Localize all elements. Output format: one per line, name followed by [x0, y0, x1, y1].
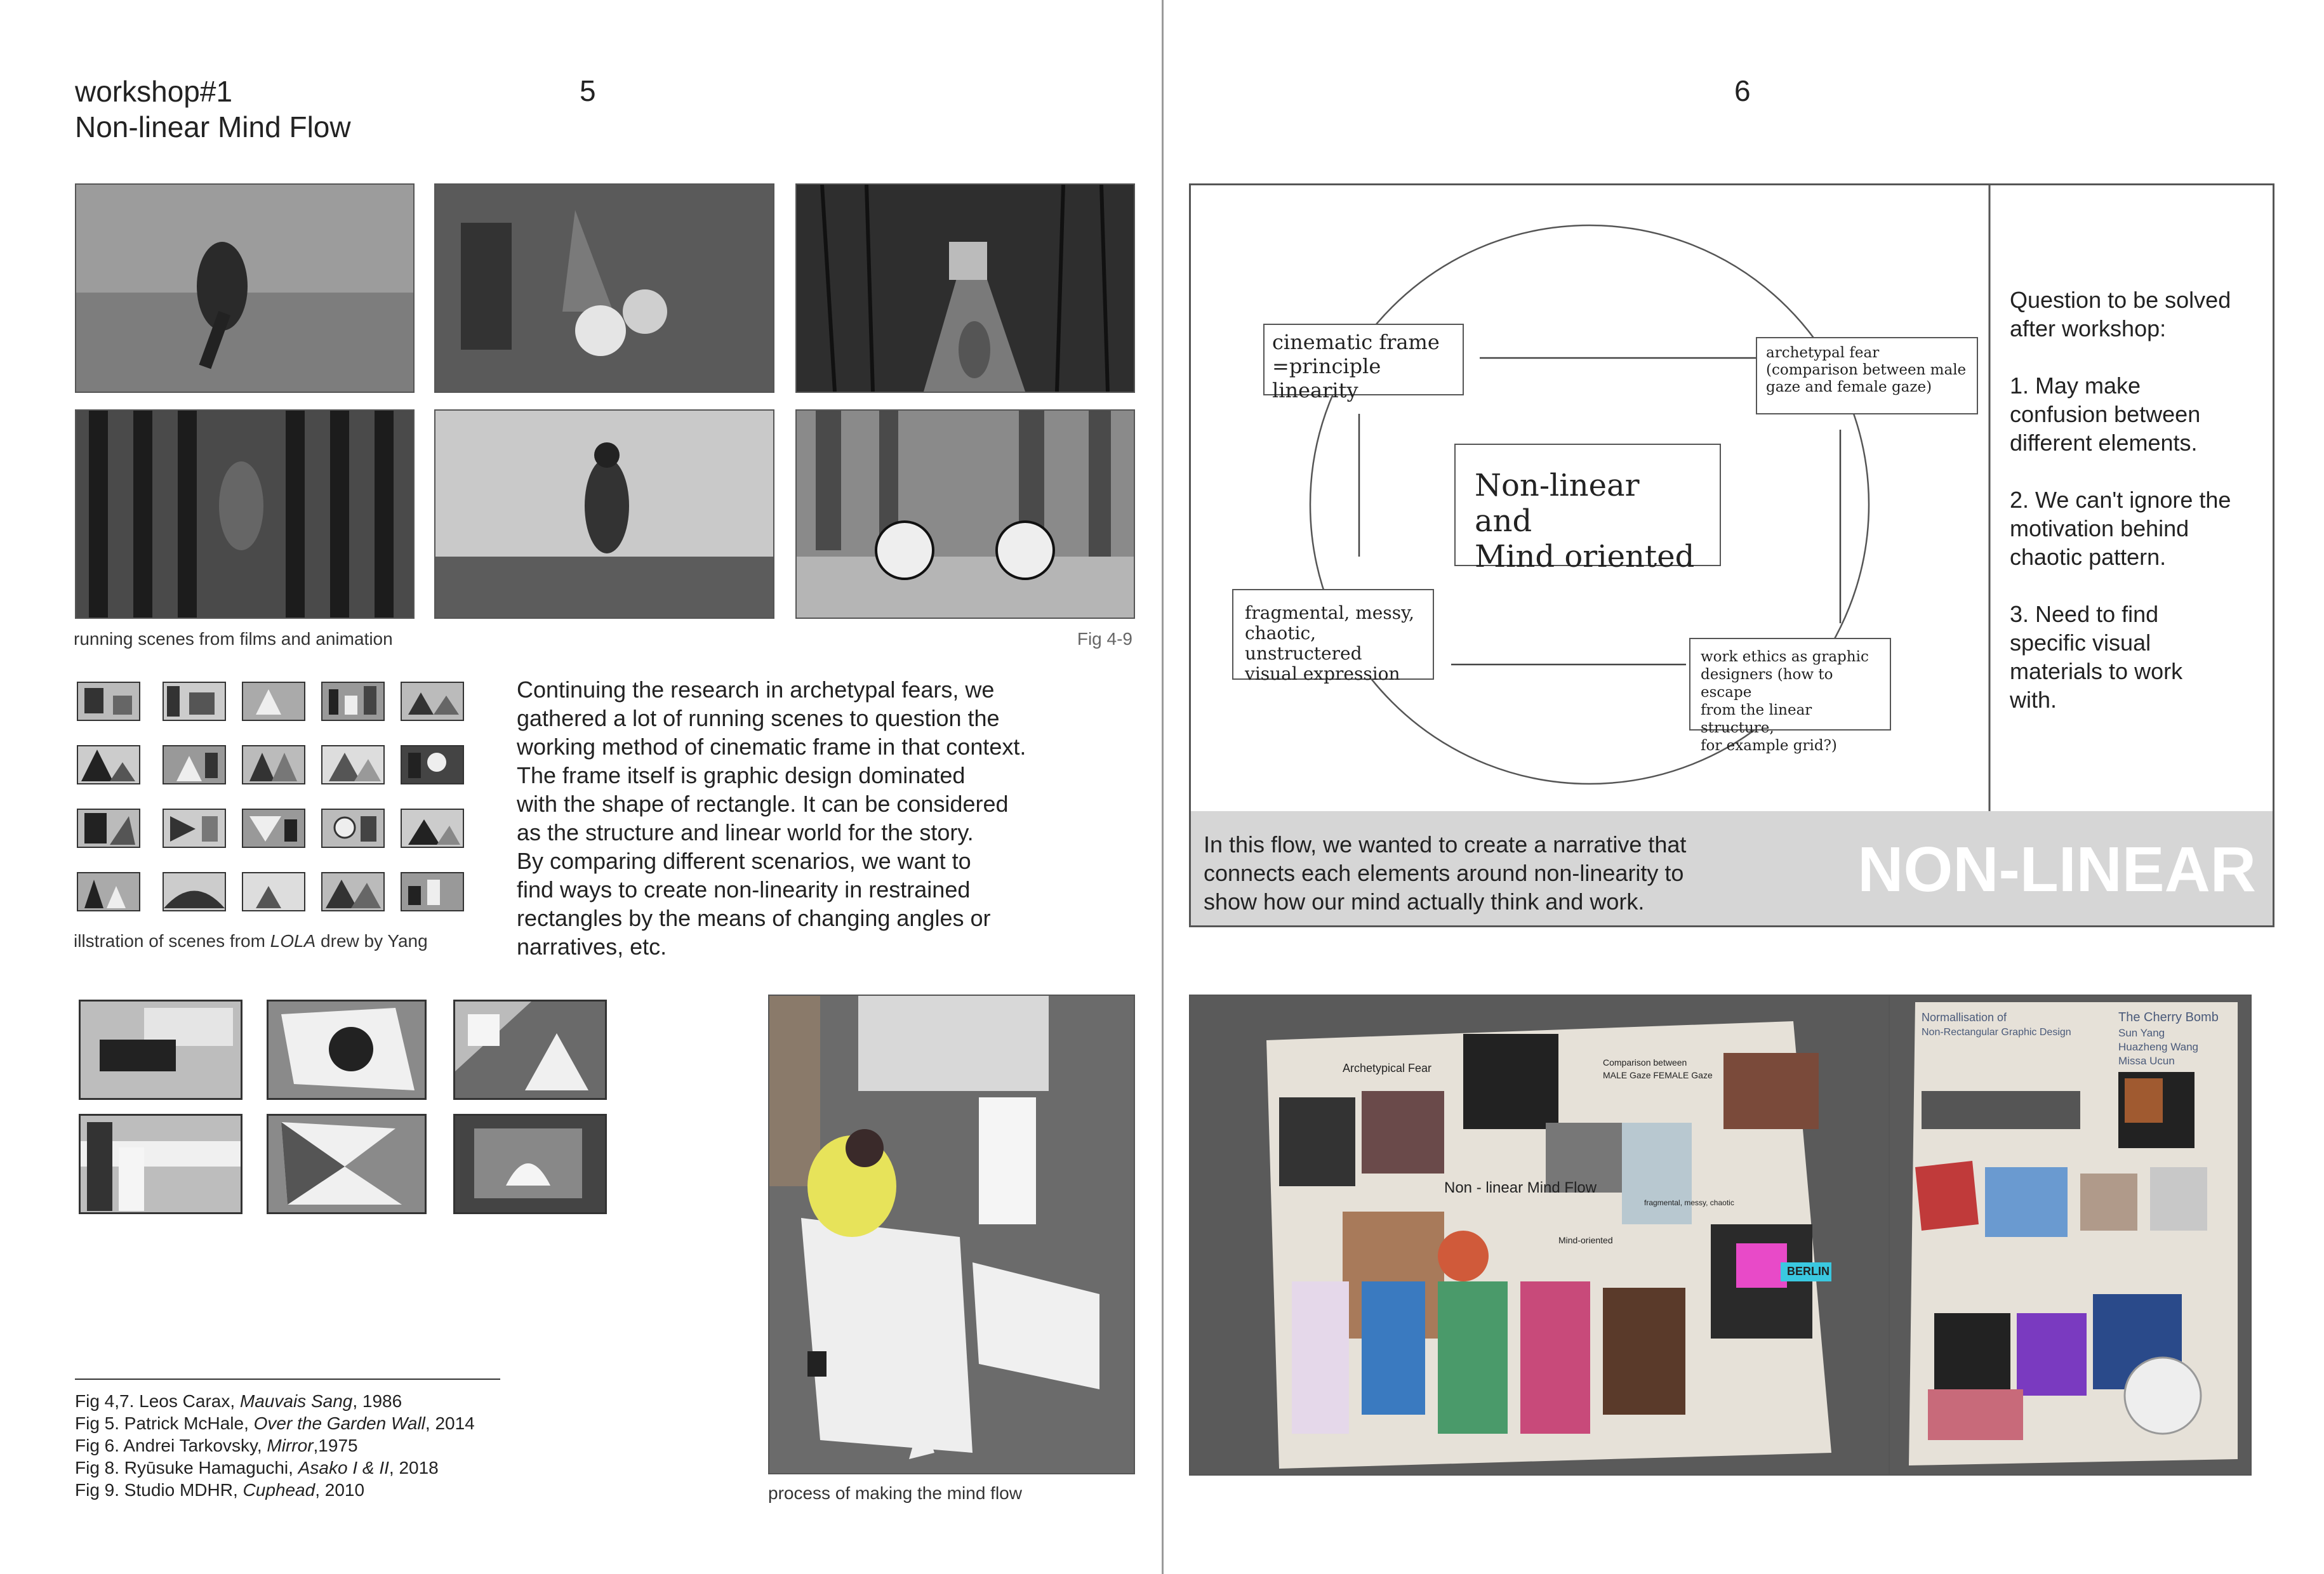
lola-thumb [163, 872, 226, 911]
diagram-node-work-ethics: work ethics as graphic designers (how to escape from the linear structure, for example grid?) [1689, 638, 1891, 731]
board2-label: Missa Ucun [2118, 1055, 2175, 1067]
board2-label: Sun Yang [2118, 1027, 2165, 1039]
board1-label: Comparison between [1603, 1057, 1687, 1068]
workshop-title [75, 74, 351, 145]
mind-flow-diagram [1189, 183, 2274, 927]
body-line: The frame itself is graphic design dominated [517, 762, 966, 788]
body-line: find ways to create non-linearity in restrained [517, 876, 971, 903]
sketch-6 [453, 1114, 607, 1214]
workshop-subtitle: Non-linear Mind Flow [75, 110, 351, 143]
board2-label: Huazheng Wang [2118, 1041, 2199, 1053]
figure-credit: Fig 5. Patrick McHale, Over the Garden Wall, 2014 [75, 1413, 475, 1433]
film-still-4 [75, 409, 415, 619]
sketch-1 [79, 1000, 242, 1100]
illustration-caption [74, 931, 428, 951]
lola-thumb [401, 809, 464, 848]
lola-thumb [77, 745, 140, 784]
lola-thumb [77, 809, 140, 848]
lola-thumb [321, 809, 385, 848]
board1-label: BERLIN [1787, 1265, 1829, 1278]
footnote-rule [75, 1379, 500, 1380]
body-line: working method of cinematic frame in that context. [517, 734, 1026, 760]
illustration-caption-title: LOLA [270, 931, 316, 951]
mind-flow-board-photo-1 [1189, 995, 1890, 1476]
center-line: Mind oriented [1475, 539, 1695, 574]
board2-label: The Cherry Bomb [2118, 1010, 2219, 1024]
lola-thumb [401, 872, 464, 911]
diagram-node-archetypal-fear: archetypal fear (comparison between male gaze and female gaze) [1756, 337, 1978, 414]
lola-thumb [77, 872, 140, 911]
lola-thumb [242, 809, 305, 848]
banner-title: NON-LINEAR [1857, 834, 2256, 905]
illustration-caption-pre: illstration of scenes from [74, 931, 270, 951]
photos-caption: running scenes from films and animation [74, 629, 393, 649]
mind-flow-board-photo-2 [1889, 995, 2252, 1476]
lola-thumb [401, 682, 464, 721]
process-caption: process of making the mind flow [768, 1483, 1022, 1503]
film-still-2 [434, 183, 774, 393]
lola-thumbnail-grid [77, 682, 470, 920]
process-photo [768, 995, 1135, 1474]
body-line: Continuing the research in archetypal fears, we [517, 677, 995, 703]
film-still-6 [795, 409, 1135, 619]
sketch-3 [453, 1000, 607, 1100]
lola-thumb [401, 745, 464, 784]
lola-thumb [242, 682, 305, 721]
board1-label: Archetypical Fear [1343, 1062, 1432, 1075]
board2-label: Non-Rectangular Graphic Design [1922, 1027, 2071, 1038]
body-line: as the structure and linear world for the story. [517, 819, 974, 845]
sketch-4 [79, 1114, 242, 1214]
lola-thumb [242, 872, 305, 911]
diagram-node-cinematic-frame: cinematic frame =principle linearity [1263, 324, 1464, 395]
summary-banner [1191, 811, 2273, 925]
figure-credit: Fig 9. Studio MDHR, Cuphead, 2010 [75, 1480, 365, 1500]
body-line: rectangles by the means of changing angles or [517, 905, 991, 931]
lola-thumb [321, 872, 385, 911]
body-paragraph [517, 675, 1126, 961]
lola-thumb [163, 682, 226, 721]
body-line: gathered a lot of running scenes to question the [517, 705, 1000, 731]
board1-label: fragmental, messy, chaotic [1644, 1198, 1734, 1207]
center-line: Non-linear and [1475, 468, 1640, 539]
lola-thumb [163, 745, 226, 784]
lola-thumb [321, 682, 385, 721]
board1-label: Mind-oriented [1558, 1235, 1613, 1245]
photos-fig-number: Fig 4-9 [1077, 629, 1132, 649]
lola-thumb [163, 809, 226, 848]
right-page [1164, 0, 2324, 1574]
questions-panel: Question to be solved after workshop: 1. May make confusion between different elements. 2. We can't ignore the motivation behind chaotic pattern. 3. Need to find specific visual materials to work with. [2010, 287, 2231, 713]
figure-credit: Fig 8. Ryūsuke Hamaguchi, Asako I & II, 2018 [75, 1458, 439, 1478]
figure-credits [75, 1390, 475, 1501]
film-still-5 [434, 409, 774, 619]
film-still-1 [75, 183, 415, 393]
workshop-label: workshop#1 [75, 75, 233, 108]
figure-credit: Fig 4,7. Leos Carax, Mauvais Sang, 1986 [75, 1391, 402, 1411]
lola-thumb [77, 682, 140, 721]
body-line: with the shape of rectangle. It can be considered [517, 791, 1009, 817]
page-number-left: 5 [580, 74, 596, 107]
illustration-caption-post: drew by Yang [315, 931, 428, 951]
diagram-center-node [1454, 444, 1721, 574]
sketch-5 [267, 1114, 427, 1214]
board1-label: MALE Gaze FEMALE Gaze [1603, 1070, 1713, 1080]
film-still-3 [795, 183, 1135, 393]
figure-credit: Fig 6. Andrei Tarkovsky, Mirror,1975 [75, 1436, 358, 1455]
board2-label: Normallisation of [1922, 1011, 2007, 1024]
board1-label: Non - linear Mind Flow [1444, 1179, 1597, 1196]
banner-text: In this flow, we wanted to create a narrative that connects each elements around non-linearity to show how our mind actually think and work. [1204, 831, 1687, 915]
lola-thumb [321, 745, 385, 784]
lola-thumb [242, 745, 305, 784]
diagram-node-fragmental: fragmental, messy, chaotic, unstructered visual expression [1232, 589, 1434, 680]
body-line: narratives, etc. [517, 934, 667, 960]
page-number-right: 6 [1734, 74, 1751, 107]
body-line: By comparing different scenarios, we want to [517, 848, 971, 874]
sketch-2 [267, 1000, 427, 1100]
